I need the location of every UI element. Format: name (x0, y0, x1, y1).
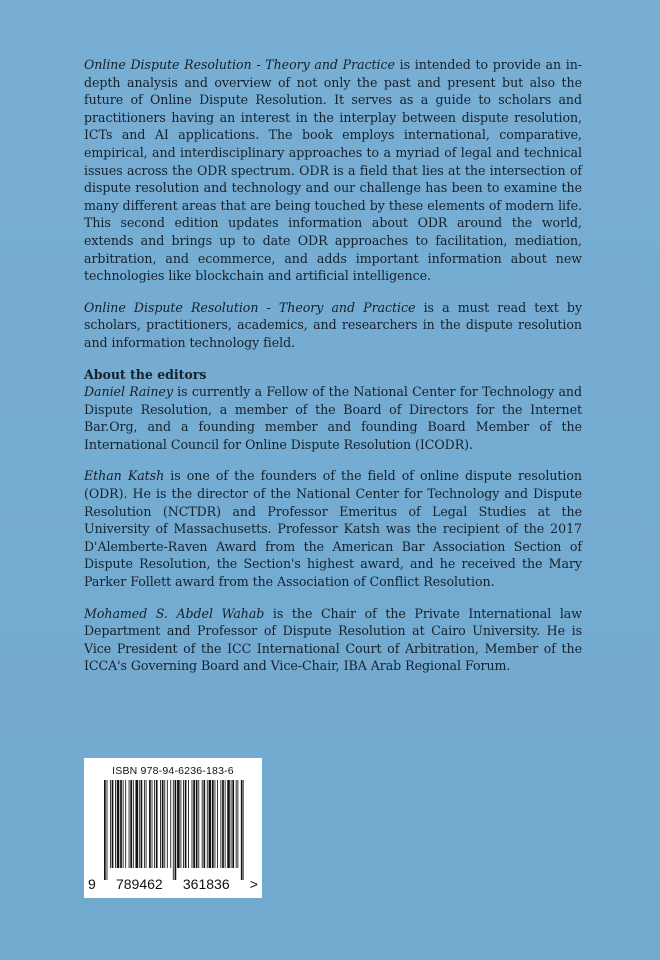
barcode-digit-group-2: 361836 (182, 876, 230, 892)
barcode-bar (156, 780, 158, 868)
barcode-bar (188, 780, 189, 868)
barcode-bar (112, 780, 114, 868)
barcode-bar (164, 780, 165, 868)
blurb-text: is a must read text by scholars, practitioners, academics, and researchers in the dispute resolution and information technology field. (84, 299, 583, 350)
editor-bio-rainey (84, 383, 582, 453)
barcode-bar (181, 780, 182, 868)
barcode-bar (232, 780, 234, 868)
barcode-bar (173, 780, 174, 880)
barcode-bar (117, 780, 120, 868)
barcode-bar (241, 780, 243, 880)
barcode-bar (135, 780, 138, 868)
barcode-digit-first: 9 (88, 876, 96, 892)
barcode-digit-arrow: > (249, 876, 258, 892)
barcode-bar (107, 780, 108, 880)
cover-text-block (84, 56, 582, 675)
editor-bio-wahab (84, 605, 582, 675)
blurb-paragraph-1 (84, 56, 582, 285)
barcode-bar (209, 780, 212, 868)
barcode-bar (185, 780, 187, 868)
barcode-bar (225, 780, 226, 868)
barcode-bar (154, 780, 155, 868)
editor-name: Mohamed S. Abdel Wahab (84, 605, 265, 621)
barcode-bar (125, 780, 126, 868)
barcode-bar (129, 780, 130, 868)
isbn-label: ISBN 978-94-6236-183-6 (112, 765, 234, 777)
isbn-barcode (84, 758, 262, 898)
barcode-bar (144, 780, 145, 868)
barcode-bar (123, 780, 124, 868)
barcode-bar (217, 780, 218, 868)
barcode-bar (198, 780, 199, 868)
barcode-bar (110, 780, 111, 868)
barcode-bar (236, 780, 237, 868)
editor-name: Ethan Katsh (84, 468, 165, 484)
book-title-italic: Online Dispute Resolution - Theory and Practice (84, 299, 416, 315)
barcode-bar (175, 780, 177, 880)
barcode-bar (193, 780, 195, 868)
barcode-bar (130, 780, 132, 868)
barcode-bar (222, 780, 224, 868)
barcode-bar (149, 780, 151, 868)
book-title-italic: Online Dispute Resolution - Theory and Practice (84, 57, 395, 72)
barcode-bar (220, 780, 221, 868)
barcode-bar (115, 780, 116, 868)
barcode-bar (243, 780, 244, 880)
editor-name: Daniel Rainey (84, 384, 173, 400)
barcode-bar (183, 780, 184, 868)
barcode-bar (162, 780, 164, 868)
blurb-text: is intended to provide an in-depth analysis and overview of not only the past and present but also the future of Online Dispute Resolution. It serves as a guide to scholars and practitioners having an interest in the interplay between dispute resolution, ICTs and AI applications. The book employs international, comparative, empirical, and interdisciplinary approaches to a myriad of legal and technical issues across the ODR spectrum. ODR is a field that lies at the intersection of dispute resolution and technology and our challenge has been to examine the many different areas that are being touched by these elements of modern life. This second edition updates information about ODR around the world, extends and brings up to date ODR approaches to facilitation, mediation, arbitration, and ecommerce, and adds important information about new technologies like blockchain and artificial intelligence. (84, 57, 582, 284)
barcode-bar (133, 780, 134, 868)
barcode-bar (139, 780, 140, 868)
editor-bio-text: is the Chair of the Private International law Department and Professor of Dispute Resolution at Cairo University. He is Vice President of the ICC International Court of Arbitration, Member of the ICCA's Governing Board and Vice-Chair, IBA Arab Regional Forum. (84, 605, 582, 674)
barcode-bar (192, 780, 193, 868)
barcode-bar (237, 780, 238, 868)
barcode-bar (104, 780, 106, 880)
barcode-bar (120, 780, 122, 868)
barcode-bar (212, 780, 214, 868)
barcode-bar (196, 780, 198, 868)
barcode-bar (160, 780, 161, 868)
editor-bio-text: is one of the founders of the field of online dispute resolution (ODR). He is the director of the National Center for Technology and Dispute Resolution (NCTDR) and Professor Emeritus of Legal Studies at the University of Massachusetts. Professor Katsh was the recipient of the 2017 D'Alemberte-Raven Award from the American Bar Association Section of Dispute Resolution, the Section's highest award, and he received the Mary Parker Follett award from the Association of Conflict Resolution. (84, 468, 582, 590)
barcode-bars (104, 780, 244, 880)
editor-bio-katsh (84, 467, 582, 590)
barcode-digits (88, 876, 258, 892)
barcode-bar (207, 780, 208, 868)
barcode-bar (177, 780, 180, 868)
barcode-bar (146, 780, 147, 868)
barcode-digit-group-1: 789462 (115, 876, 163, 892)
barcode-bar (202, 780, 203, 868)
about-editors-heading: About the editors (84, 366, 207, 382)
barcode-bar (227, 780, 230, 868)
barcode-bar (170, 780, 171, 868)
barcode-bar (167, 780, 168, 868)
barcode-bar (152, 780, 153, 868)
barcode-bar (141, 780, 143, 868)
editor-bio-text: is currently a Fellow of the National Center for Technology and Dispute Resolution, a member of the Board of Directors for the Internet Bar.Org, and a founding member and founding Board Member of the International Council for Online Dispute Resolution (ICODR). (84, 384, 582, 452)
blurb-paragraph-2 (84, 299, 582, 352)
barcode-bar (215, 780, 216, 868)
barcode-bar (231, 780, 232, 868)
barcode-bar (203, 780, 205, 868)
